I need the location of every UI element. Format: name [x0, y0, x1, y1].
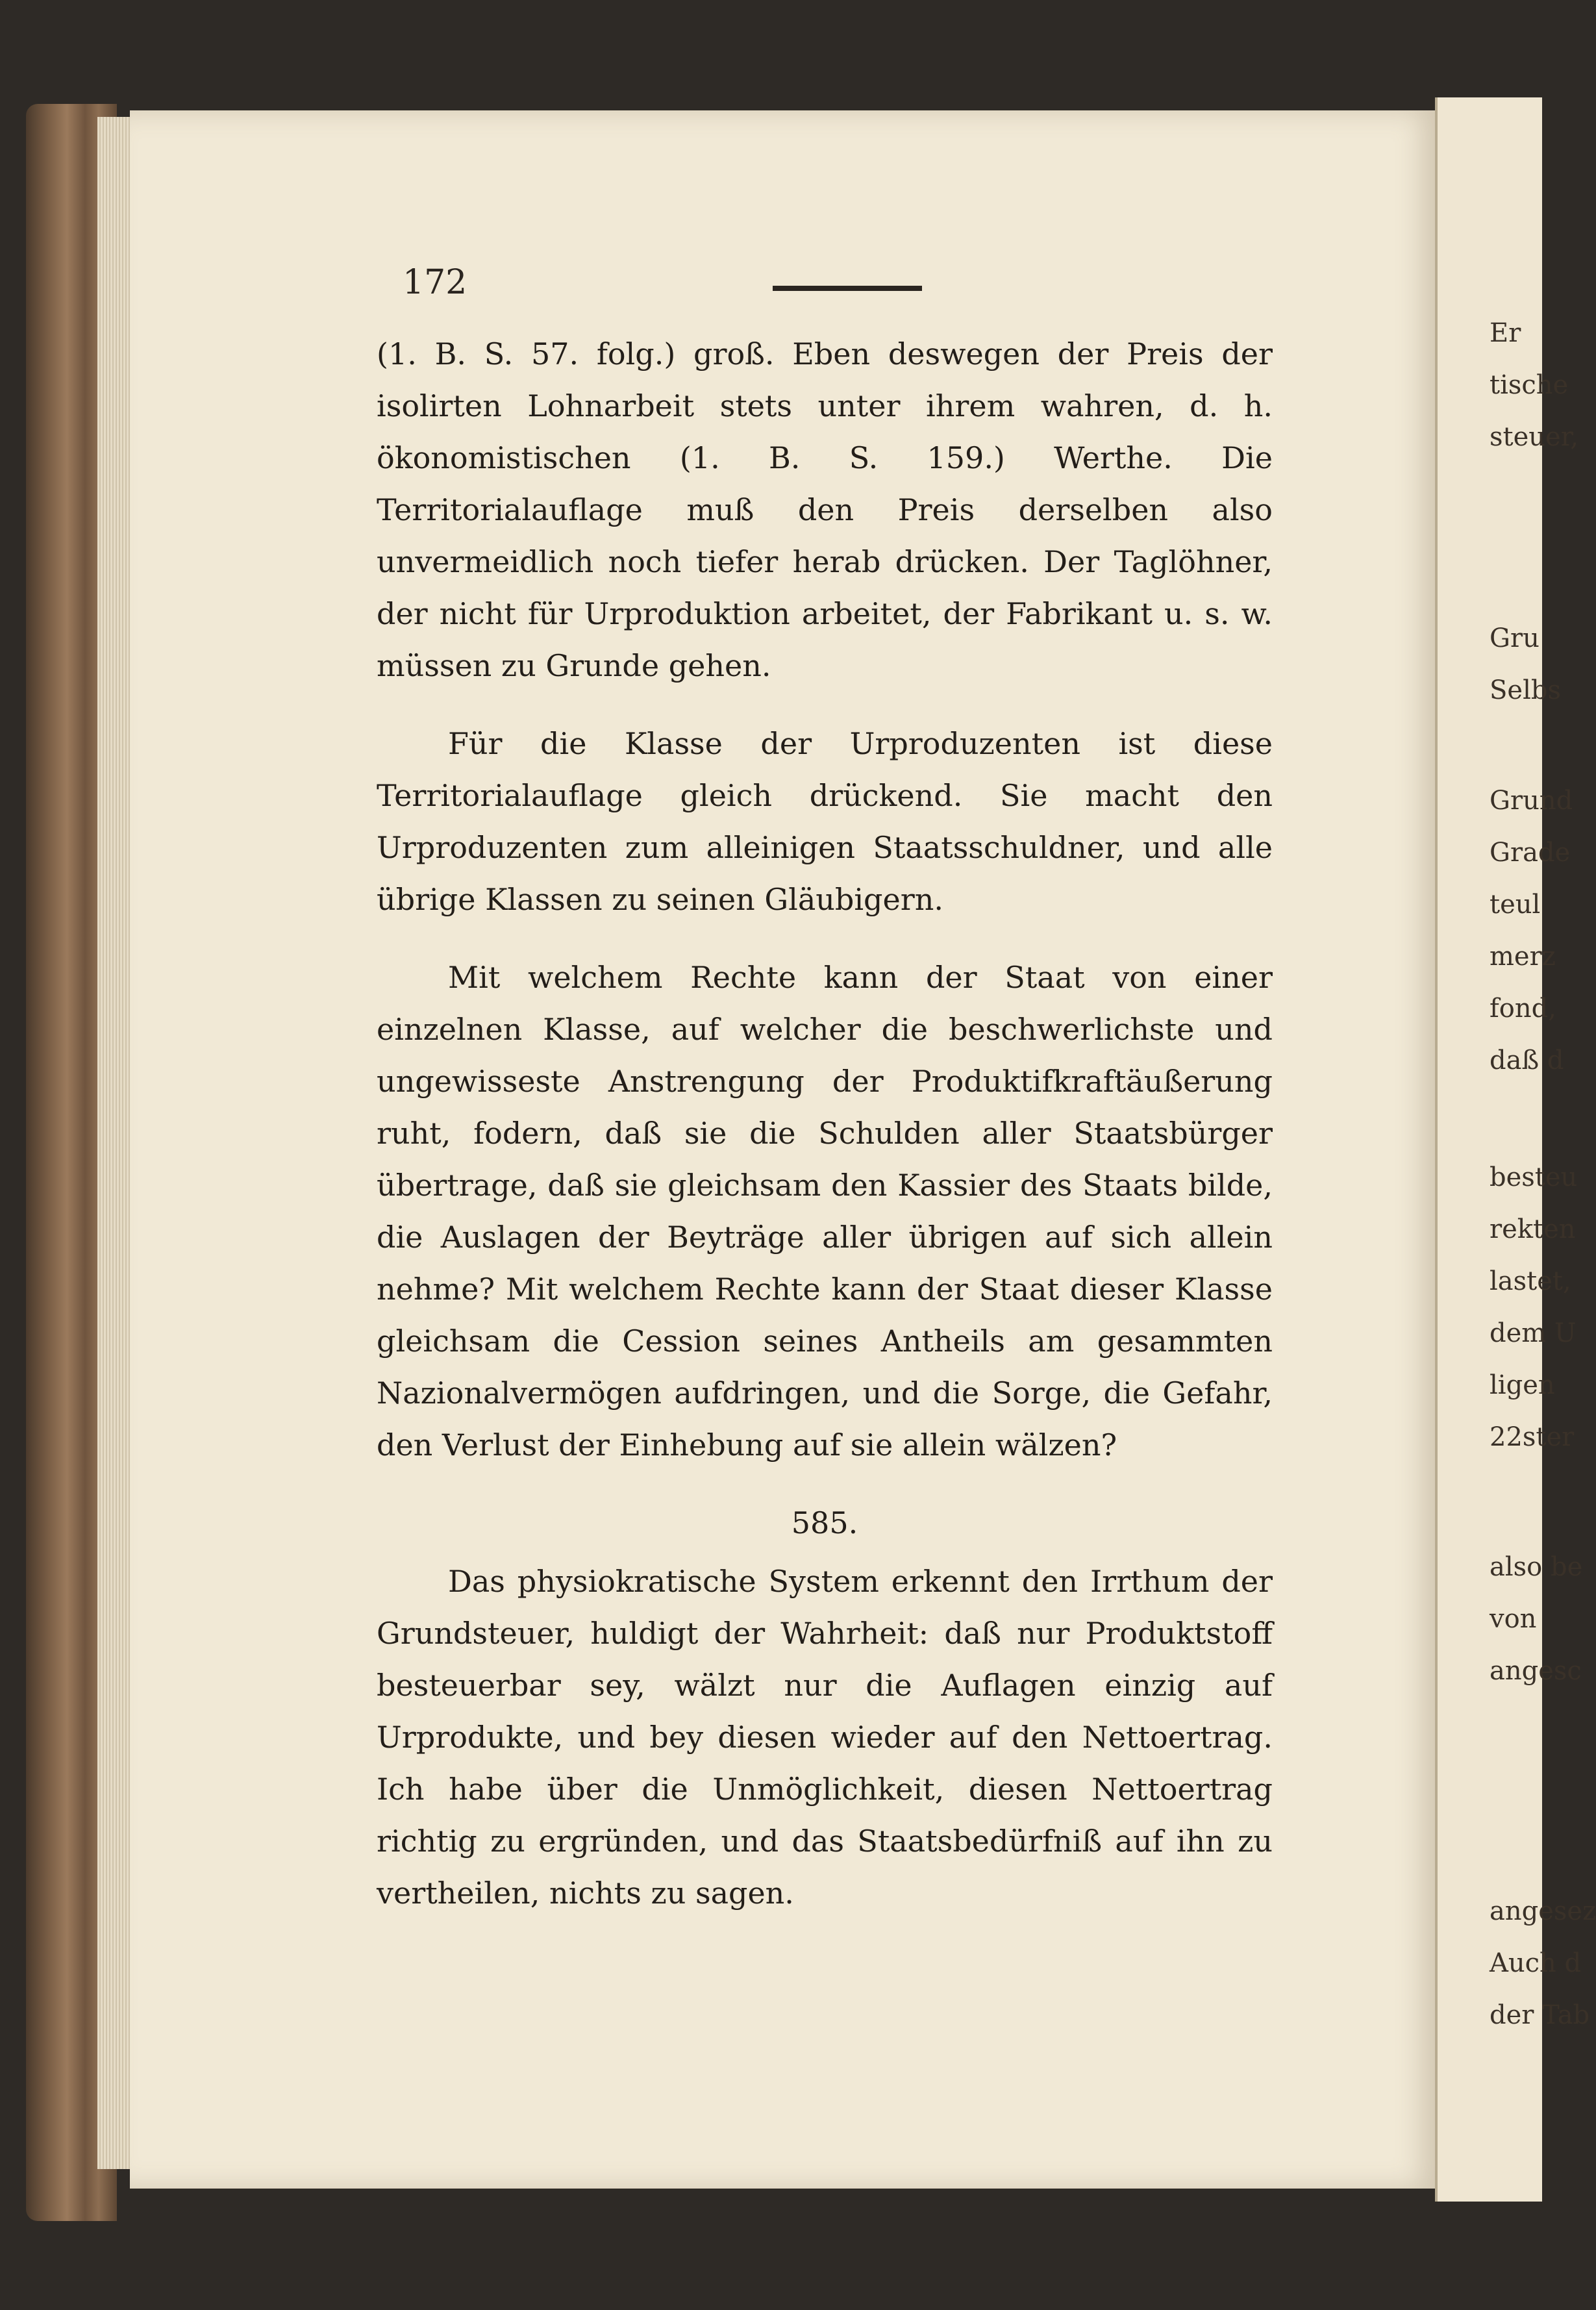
facing-fragment: Er: [1490, 318, 1521, 348]
facing-fragment: ligen: [1490, 1370, 1555, 1400]
facing-fragment: Auch d: [1490, 1948, 1582, 1978]
facing-page: [1435, 97, 1596, 2202]
paragraph: Mit welchem Rechte kann der Staat von einer einzelnen Klasse, auf welcher die beschwerlichste und ungewisseste Anstrengung der Produktifkraftäußerung ruht, fodern, daß sie die Schulden aller Staatsbürger übertrage, daß sie gleichsam den Kassier des Staats bilde, die Auslagen der Beyträge aller übrigen auf sich allein nehme? Mit welchem Rechte kann der Staat dieser Klasse gleichsam die Cession seines Antheils am gesammten Nazionalvermögen aufdringen, und die Sorge, die Gefahr, den Verlust der Einhebung auf sie allein wälzen?: [377, 960, 1273, 1463]
facing-fragment: der Tab: [1490, 2000, 1590, 2030]
facing-fragment: merz: [1490, 942, 1556, 972]
facing-fragment: tische: [1490, 370, 1569, 400]
facing-fragment: Selbs: [1490, 675, 1561, 705]
facing-fragment: rekten: [1490, 1214, 1576, 1244]
facing-fragment: steuer,: [1490, 422, 1579, 452]
facing-fragment: Gru: [1490, 623, 1540, 653]
facing-fragment: fond,: [1490, 994, 1556, 1023]
facing-fragment: Grade: [1490, 838, 1571, 868]
paragraph: Für die Klasse der Urproduzenten ist diese Territorialauflage gleich drückend. Sie macht den Urproduzenten zum alleinigen Staatsschuldner, und alle übrige Klassen zu seinen Gläubigern.: [377, 726, 1273, 917]
facing-fragment: angesc: [1490, 1656, 1582, 1686]
facing-fragment: 22ster: [1490, 1422, 1575, 1452]
page-number: 172: [403, 263, 468, 302]
facing-fragment: teul: [1490, 890, 1541, 920]
facing-fragment: angesez: [1490, 1896, 1596, 1926]
facing-fragment: lastet,: [1490, 1266, 1571, 1296]
paragraph: (1. B. S. 57. folg.) groß. Eben deswegen der Preis der isolirten Lohnarbeit stets unter ihrem wahren, d. h. ökonomistischen (1. B. S. 159.) Werthe. Die Territorialauflage muß den Preis derselben also unvermeidlich noch tiefer herab drücken. Der Taglöhner, der nicht für Urproduktion arbeitet, der Fabrikant u. s. w. müssen zu Grunde gehen.: [377, 336, 1273, 683]
facing-fragment: besteu: [1490, 1162, 1578, 1192]
header-rule: [773, 286, 922, 291]
facing-fragment: also be: [1490, 1552, 1583, 1582]
facing-fragment: von: [1490, 1604, 1537, 1634]
facing-fragment: dem U: [1490, 1318, 1577, 1348]
facing-fragment: Grund: [1490, 786, 1573, 816]
body-text: [377, 328, 1273, 1945]
paragraph: Das physiokratische System erkennt den Irrthum der Grundsteuer, huldigt der Wahrheit: daß nur Produktstoff besteuerbar sey, wälzt nur die Auflagen einzig auf Urprodukte, und bey diesen wieder auf den Nettoertrag. Ich habe über die Unmöglichkeit, diesen Nettoertrag richtig zu ergründen, und das Staatsbedürfniß auf ihn zu vertheilen, nichts zu sagen.: [377, 1564, 1273, 1911]
facing-fragment: daß d: [1490, 1046, 1564, 1075]
section-number: 585.: [791, 1505, 858, 1540]
